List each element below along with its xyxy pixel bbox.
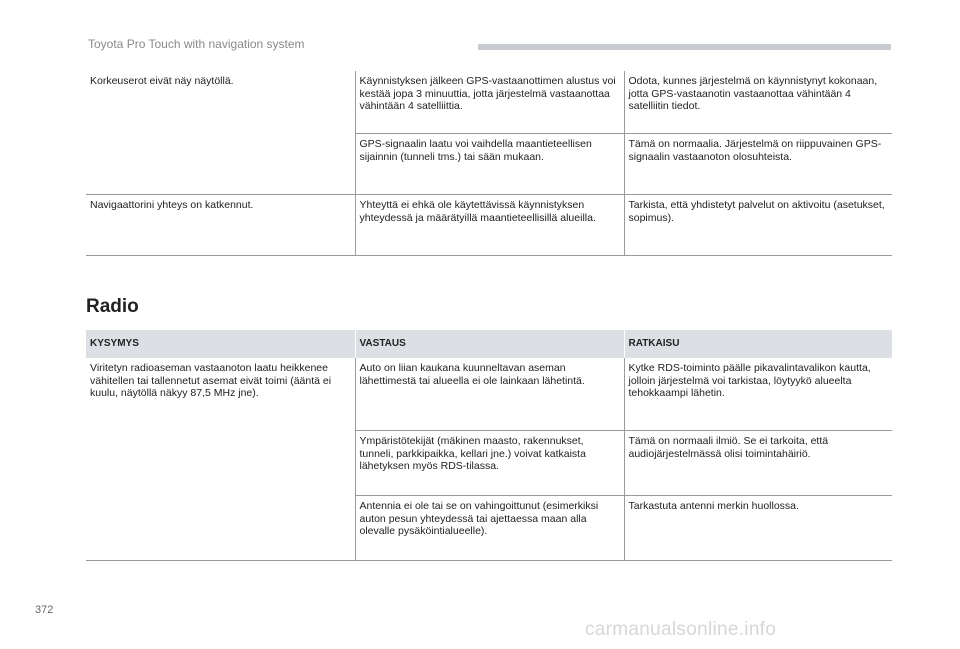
gps-troubleshooting-table [86,71,892,256]
solution-cell: Kytke RDS-toiminto päälle pikavalintavalikon kautta, jolloin järjestelmä voi tarkistaa, löytyykö alueelta tehokkaampi lähetin. [624,358,892,431]
table-row [86,195,892,256]
solution-cell: Tämä on normaali ilmiö. Se ei tarkoita, että audiojärjestelmässä olisi toimintahäiriö. [624,431,892,496]
problem-cell: Korkeuserot eivät näy näytöllä. [86,71,355,195]
column-header-solution: RATKAISU [624,330,892,358]
solution-cell: Tämä on normaalia. Järjestelmä on riippuvainen GPS-signaalin vastaanoton olosuhteista. [624,134,892,195]
column-header-answer: VASTAUS [355,330,624,358]
solution-cell: Tarkista, että yhdistetyt palvelut on aktivoitu (asetukset, sopimus). [624,195,892,256]
column-header-question: KYSYMYS [86,330,355,358]
problem-cell: Viritetyn radioaseman vastaanoton laatu heikkenee vähitellen tai tallennetut asemat eivät toimi (ääntä ei kuulu, näytöllä näkyy 87,5 MHz jne). [86,358,355,561]
radio-troubleshooting-table [86,330,892,561]
cause-cell: Käynnistyksen jälkeen GPS-vastaanottimen alustus voi kestää jopa 3 minuuttia, jotta järjestelmä vastaanottaa vähintään 4 satelliittia. [355,71,624,134]
watermark: carmanualsonline.info [585,619,777,640]
table-row [86,71,892,134]
cause-cell: Antennia ei ole tai se on vahingoittunut (esimerkiksi auton pesun yhteydessä tai ajettaessa maan alla olevalle pysäköintialueelle). [355,496,624,561]
solution-cell: Odota, kunnes järjestelmä on käynnistynyt kokonaan, jotta GPS-vastaanotin vastaanottaa vähintään 4 satelliitin tiedot. [624,71,892,134]
table-row [86,358,892,431]
cause-cell: Yhteyttä ei ehkä ole käytettävissä käynnistyksen yhteydessä ja määrätyillä maantieteellisillä alueilla. [355,195,624,256]
cause-cell: Auto on liian kaukana kuunneltavan aseman lähettimestä tai alueella ei ole lainkaan lähetintä. [355,358,624,431]
problem-cell: Navigaattorini yhteys on katkennut. [86,195,355,256]
header-title: Toyota Pro Touch with navigation system [88,37,305,51]
table-header-row [86,330,892,358]
header-bar [478,44,891,50]
solution-cell: Tarkastuta antenni merkin huollossa. [624,496,892,561]
cause-cell: GPS-signaalin laatu voi vaihdella maantieteellisen sijainnin (tunneli tms.) tai sään mukaan. [355,134,624,195]
cause-cell: Ympäristötekijät (mäkinen maasto, rakennukset, tunneli, parkkipaikka, kellari jne.) voivat katkaista lähetyksen myös RDS-tilassa. [355,431,624,496]
page-number: 372 [35,604,54,616]
section-title: Radio [86,296,139,317]
